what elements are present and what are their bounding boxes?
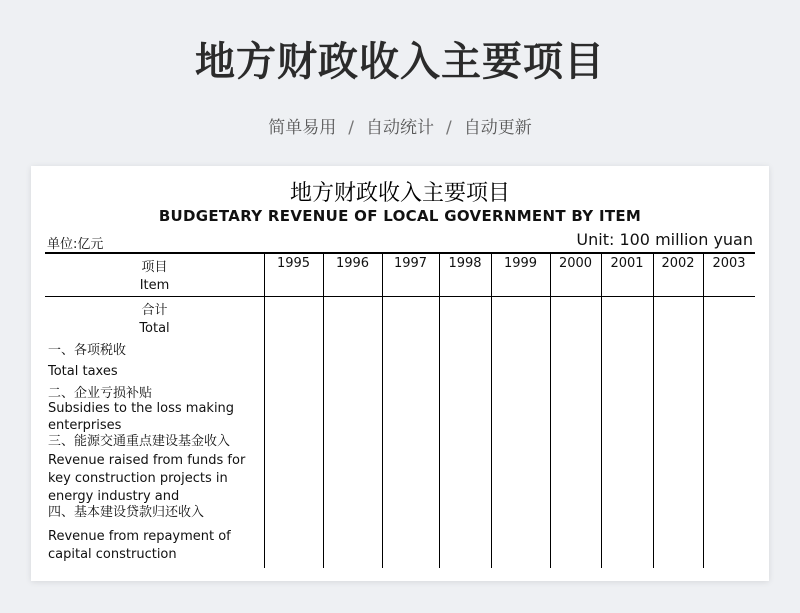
tag-separator: /: [446, 118, 452, 138]
row-subsidies-cn: 二、企业亏损补贴: [48, 386, 153, 401]
year-header-1999: 1999: [503, 256, 538, 271]
tag-easy: 简单易用: [268, 118, 337, 138]
row-repayment-en: Revenue from repayment of capital construction: [48, 529, 231, 562]
year-header-1998: 1998: [448, 256, 482, 271]
year-header-1996: 1996: [335, 256, 370, 271]
document-title-cn: 地方财政收入主要项目: [289, 181, 510, 206]
row-total-cn: 合计: [141, 303, 168, 318]
tag-separator: /: [348, 118, 354, 138]
column-divider: [491, 253, 492, 568]
column-divider: [439, 253, 440, 568]
column-divider: [653, 253, 654, 568]
row-taxes-en: Total taxes: [48, 364, 118, 379]
unit-label-en: Unit: 100 million yuan: [576, 230, 753, 249]
year-header-2001: 2001: [610, 256, 644, 271]
document-title-en: BUDGETARY REVENUE OF LOCAL GOVERNMENT BY ITEM: [158, 207, 642, 225]
column-divider: [323, 253, 324, 568]
header-item-en: Item: [139, 278, 170, 293]
row-repayment-cn: 四、基本建设贷款归还收入: [48, 505, 205, 520]
row-taxes-cn: 一、各项税收: [48, 343, 127, 358]
row-energy-fund-cn: 三、能源交通重点建设基金收入: [48, 434, 231, 449]
table-header-rule: [45, 296, 755, 297]
column-divider: [703, 253, 704, 568]
column-divider: [550, 253, 551, 568]
tagline: [0, 113, 800, 138]
year-header-2000: 2000: [558, 256, 593, 271]
row-total-en: Total: [139, 321, 170, 336]
header-item-cn: 项目: [141, 260, 168, 275]
unit-label-cn: 单位:亿元: [47, 237, 104, 252]
year-header-1995: 1995: [276, 256, 311, 271]
year-header-2003: 2003: [712, 256, 746, 271]
spreadsheet-sheet: [31, 166, 769, 581]
tag-auto-update: 自动更新: [463, 118, 532, 138]
year-header-2002: 2002: [661, 256, 695, 271]
row-subsidies-en: Subsidies to the loss making enterprises: [48, 401, 235, 433]
page-title: 地方财政收入主要项目: [195, 39, 605, 85]
tag-auto-stats: 自动统计: [366, 118, 434, 138]
column-divider: [382, 253, 383, 568]
table-top-rule: [45, 252, 755, 254]
column-divider: [264, 253, 265, 568]
year-header-1997: 1997: [393, 256, 428, 271]
row-energy-fund-en: Revenue raised from funds for key construction projects in energy industry and: [48, 453, 246, 504]
column-divider: [601, 253, 602, 568]
